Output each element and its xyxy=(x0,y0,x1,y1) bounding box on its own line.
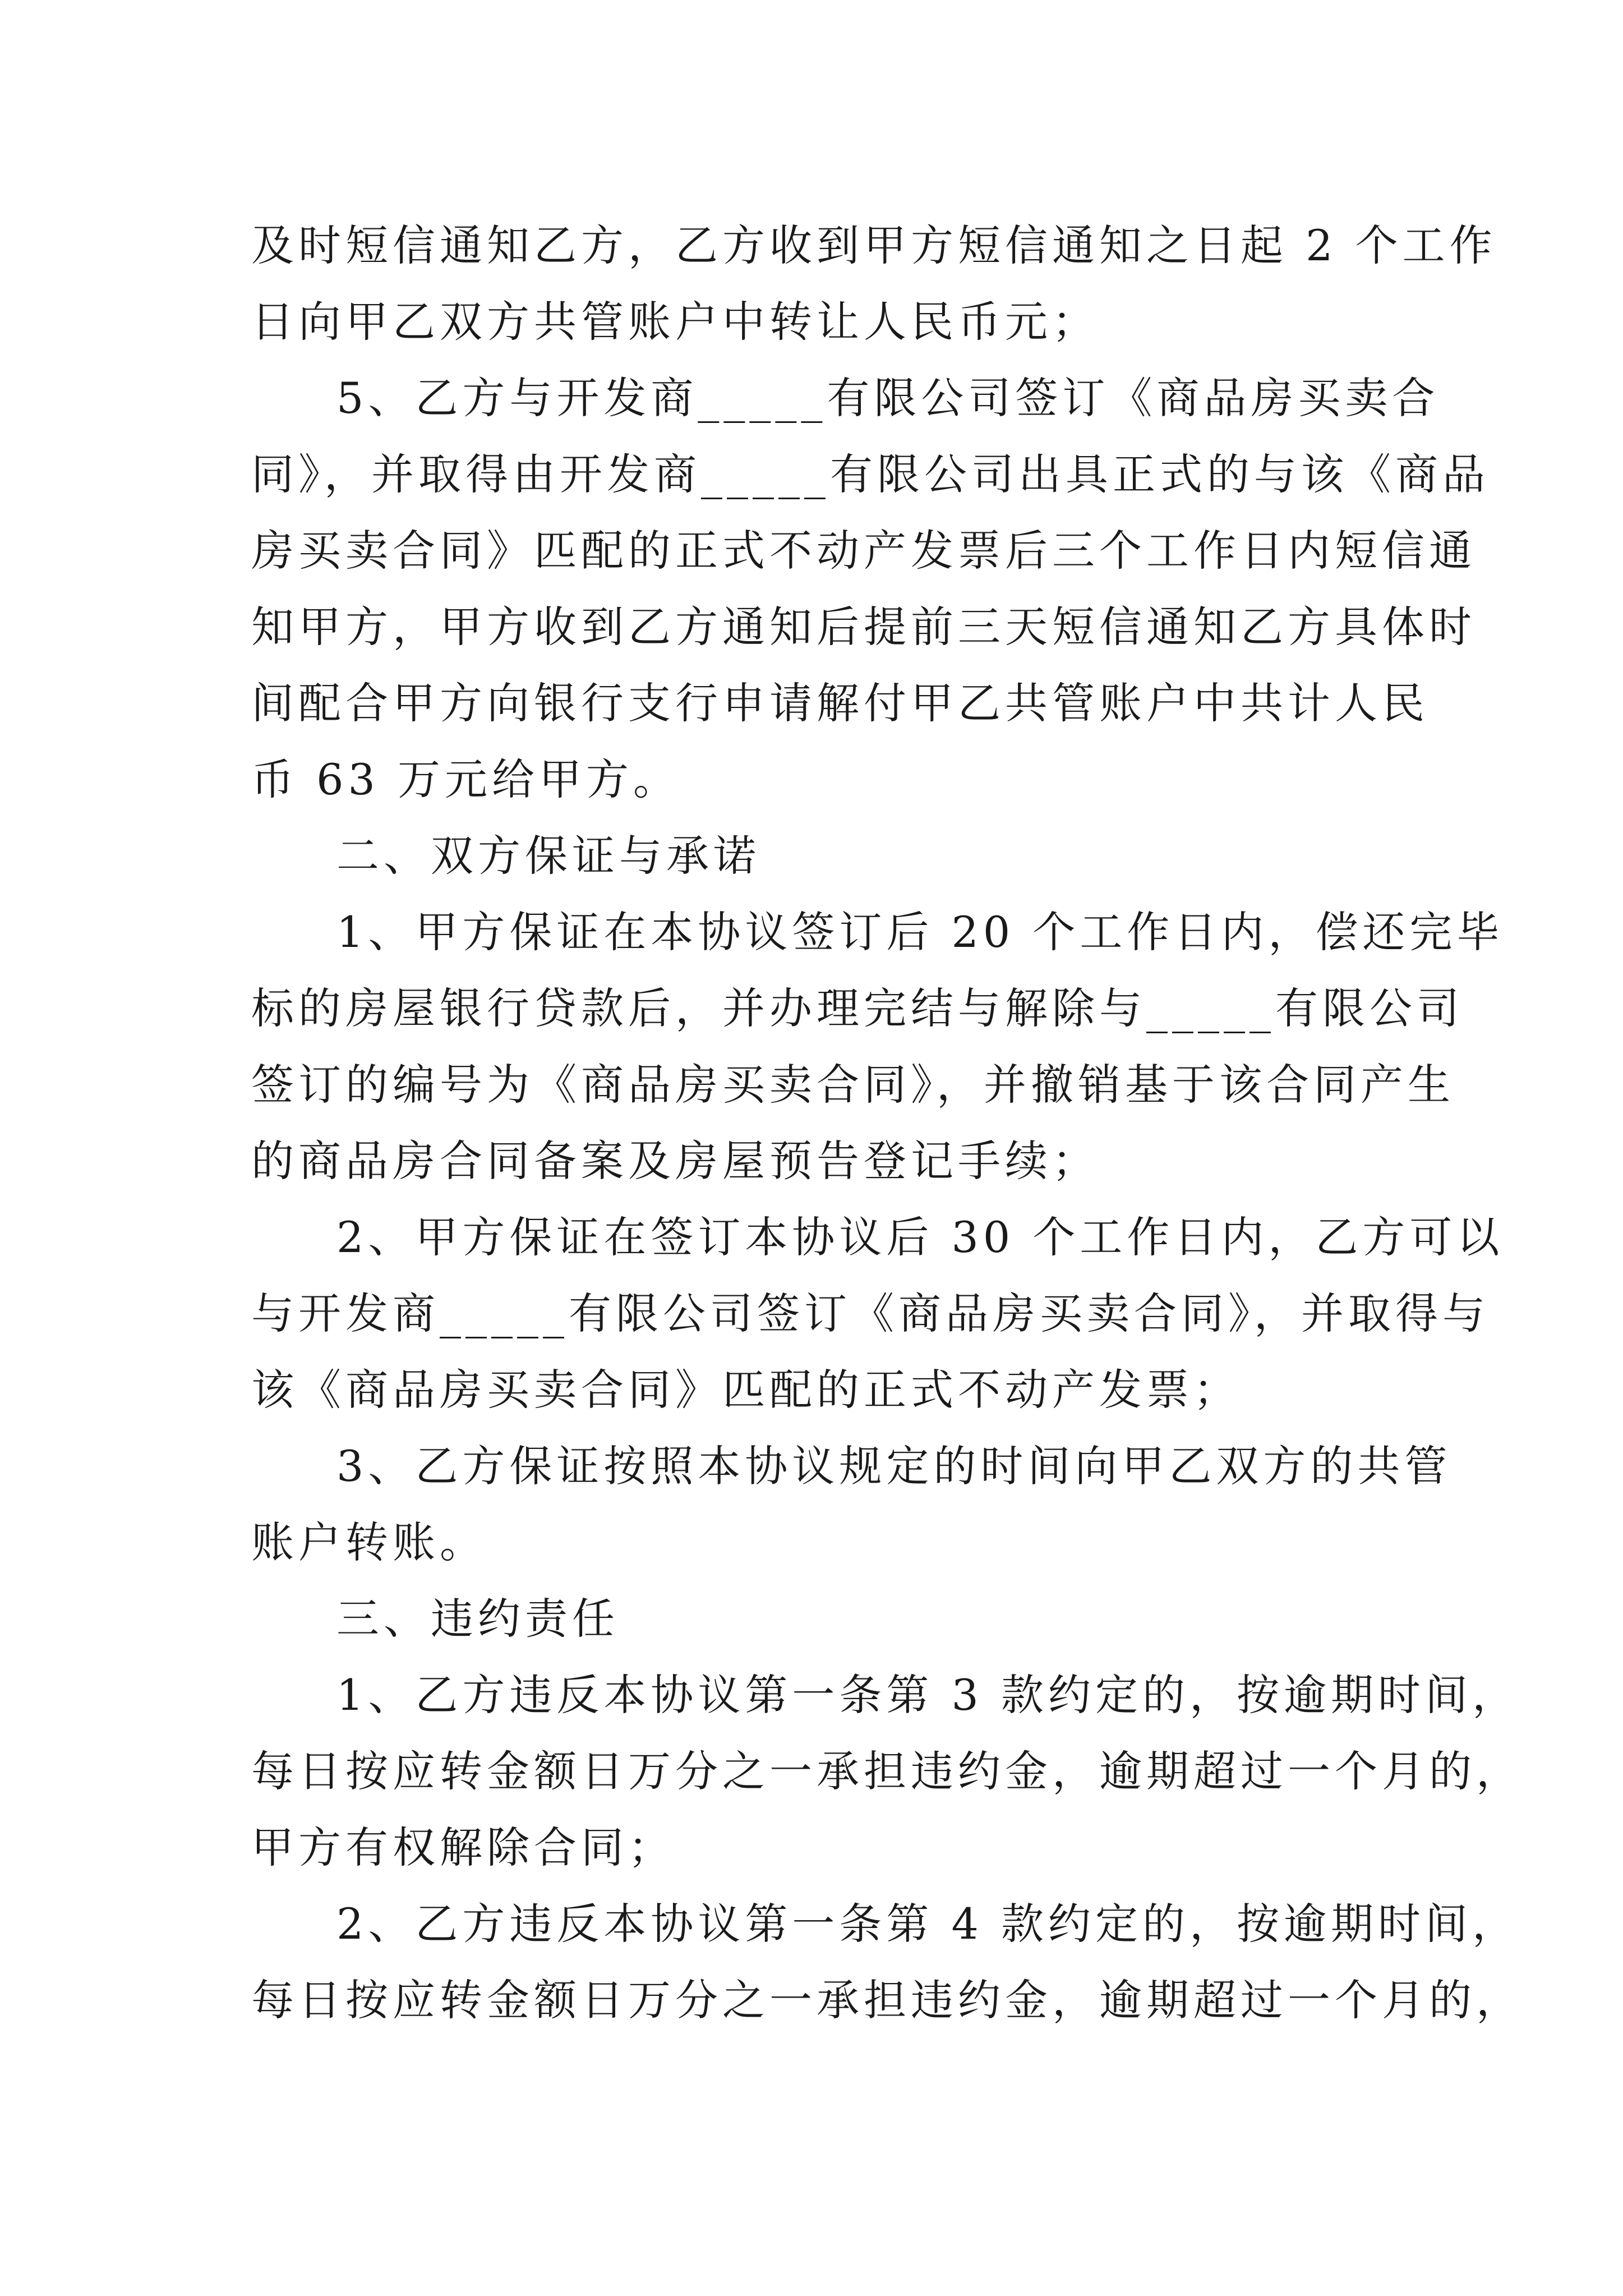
clause-line: 1、甲方保证在本协议签订后 20 个工作日内，偿还完毕 xyxy=(336,907,1504,957)
text-line: 房买卖合同》匹配的正式不动产发票后三个工作日内短信通 xyxy=(251,526,1476,576)
section-heading-guarantees: 二、双方保证与承诺 xyxy=(336,831,760,881)
text-line: 每日按应转金额日万分之一承担违约金，逾期超过一个月的， xyxy=(251,1975,1523,2025)
text-line: 每日按应转金额日万分之一承担违约金，逾期超过一个月的， xyxy=(251,1746,1523,1796)
clause-line: 2、甲方保证在签订本协议后 30 个工作日内，乙方可以 xyxy=(336,1212,1504,1262)
contract-body xyxy=(251,208,1523,2039)
text-line: 签订的编号为《商品房买卖合同》，并撤销基于该合同产生 xyxy=(251,1060,1455,1110)
text-line: 账户转账。 xyxy=(251,1517,487,1567)
text-line: 标的房屋银行贷款后，并办理完结与解除与_____有限公司 xyxy=(251,983,1464,1033)
text-line: 间配合甲方向银行支行申请解付甲乙共管账户中共计人民 xyxy=(251,678,1429,728)
text-line: 的商品房合同备案及房屋预告登记手续； xyxy=(251,1136,1099,1186)
text-line: 甲方有权解除合同； xyxy=(251,1823,675,1872)
section-heading-liability: 三、违约责任 xyxy=(336,1594,619,1644)
clause-5-line: 5、乙方与开发商_____有限公司签订《商品房买卖合 xyxy=(336,373,1440,423)
clause-line: 3、乙方保证按照本协议规定的时间向甲乙双方的共管 xyxy=(336,1441,1452,1491)
clause-line: 2、乙方违反本协议第一条第 4 款约定的，按逾期时间， xyxy=(336,1899,1520,1949)
text-line: 知甲方，甲方收到乙方通知后提前三天短信通知乙方具体时 xyxy=(251,602,1476,652)
text-line: 及时短信通知乙方，乙方收到甲方短信通知之日起 2 个工作 xyxy=(251,220,1497,270)
text-line: 该《商品房买卖合同》匹配的正式不动产发票； xyxy=(251,1365,1241,1415)
text-line: 同》，并取得由开发商_____有限公司出具正式的与该《商品 xyxy=(251,449,1490,499)
text-line: 币 63 万元给甲方。 xyxy=(251,754,681,804)
clause-line: 1、乙方违反本协议第一条第 3 款约定的，按逾期时间， xyxy=(336,1670,1520,1720)
text-line: 与开发商_____有限公司签订《商品房买卖合同》，并取得与 xyxy=(251,1289,1490,1338)
text-line: 日向甲乙双方共管账户中转让人民币元； xyxy=(251,297,1099,347)
